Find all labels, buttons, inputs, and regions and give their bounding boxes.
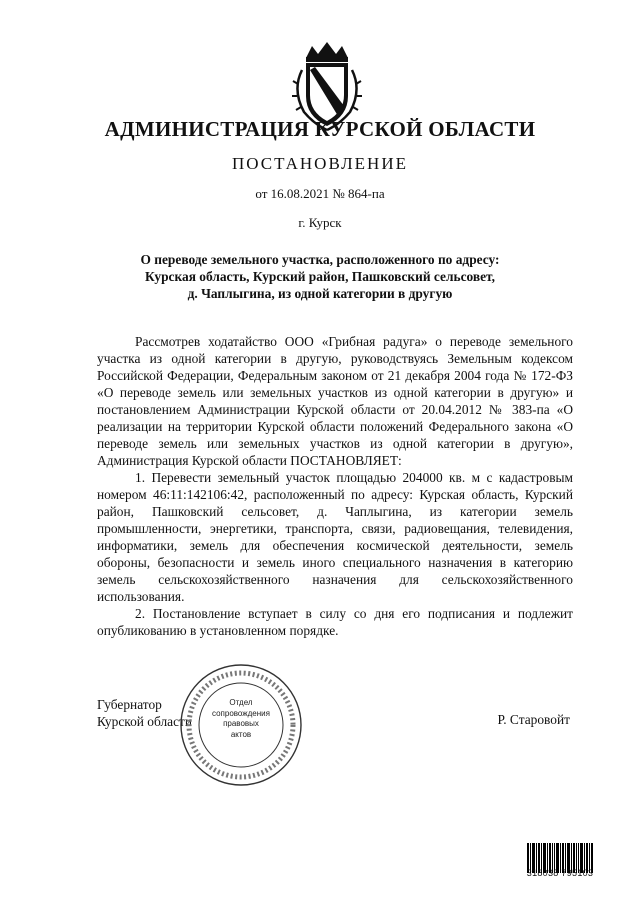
signatory-title-line: Курской области — [97, 714, 193, 729]
stamp-text-line: актов — [230, 729, 252, 739]
subject-line: О переводе земельного участка, расположенного по адресу: — [140, 252, 500, 267]
stamp-text-line: Отдел — [229, 698, 253, 707]
signatory-title-line: Губернатор — [97, 697, 162, 712]
stamp-text-line: правовых — [223, 719, 259, 728]
organization-title: АДМИНИСТРАЦИЯ КУРСКОЙ ОБЛАСТИ — [104, 117, 536, 141]
subject-line: д. Чаплыгина, из одной категории в другую — [187, 286, 453, 301]
body-paragraph: 2. Постановление вступает в силу со дня его подписания и подлежит опубликованию в установленном порядке. — [97, 606, 573, 638]
body-paragraph: Рассмотрев ходатайство ООО «Грибная радуга» о переводе земельного участка из одной категории в другую, руководствуясь Земельным кодексом Российской Федерации, Федеральным законом от 21 декабря 2004 года № 172-ФЗ «О переводе земель или земельных участков из одной категории в другую» и постановлением Администрации Курской области от 20.04.2012 № 383-па «О реализации на территории Курской области положений Федерального закона «О переводе земель или земельных участков из одной категории в другую», Администрация Курской области ПОСТАНОВЛЯЕТ: — [97, 334, 573, 468]
signatory-name: Р. Старовойт — [497, 712, 570, 727]
document-date-number: от 16.08.2021 № 864-па — [255, 186, 385, 201]
stamp-text-line: сопровождения — [212, 708, 270, 718]
body-paragraph: 1. Перевести земельный участок площадью 204000 кв. м с кадастровым номером 46:11:142106:42, расположенный по адресу: Курская область, Курский район, Пашковский сельсовет, д. Чаплыгина, из категории земель промышленности, энергетики, транспорта, связи, радиовещания, телевидения, информатики, земель для обеспечения космической деятельности, земель обороны, безопасности и земель иного специального назначения в категорию земель сельскохозяйственного назначения для сельскохозяйственного использования. — [97, 470, 573, 604]
document-city: г. Курск — [298, 215, 342, 230]
subject-line: Курская область, Курский район, Пашковский сельсовет, — [145, 269, 495, 284]
barcode-number: 318038 795103 — [526, 868, 594, 878]
document-subject — [110, 251, 530, 302]
document-type: ПОСТАНОВЛЕНИЕ — [231, 154, 408, 173]
stamp-text — [208, 698, 274, 740]
document-body — [97, 333, 573, 639]
